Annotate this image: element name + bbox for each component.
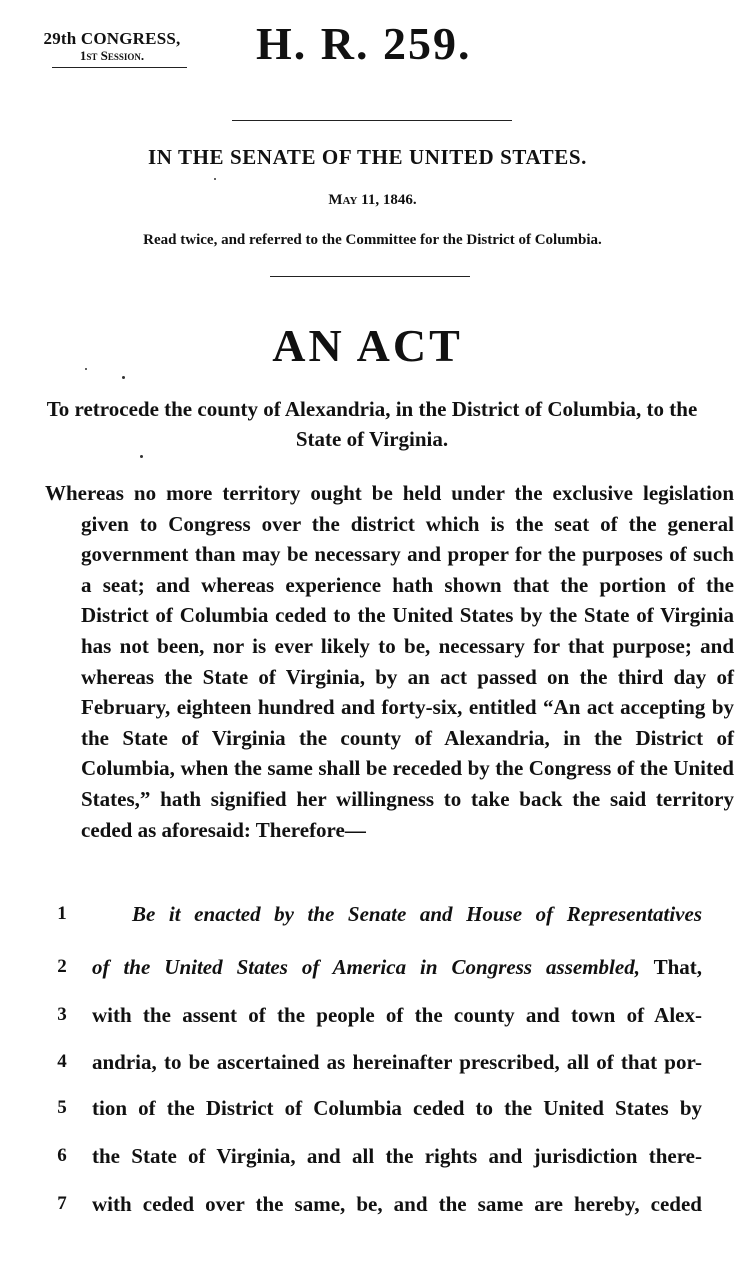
enacting-clause-continued: of the United States of America in Congress assembled,: [92, 955, 640, 979]
line-text: with the assent of the people of the county and town of Alex-: [92, 1003, 702, 1027]
line-number: 5: [57, 1097, 67, 1118]
session-box: [32, 30, 192, 68]
line-text: the State of Virginia, and all the rights and jurisdiction there-: [92, 1144, 702, 1168]
top-divider: [232, 120, 512, 121]
enacting-line: [52, 999, 702, 1031]
line-number: 7: [57, 1193, 67, 1214]
ink-speck: [85, 368, 87, 370]
enacting-line: [52, 898, 702, 930]
line-text: andria, to be ascertained as hereinafter prescribed, all of that por-: [92, 1050, 702, 1074]
preamble-paragraph: Whereas no more territory ought be held under the exclusive legislation given to Congress over the district which is the seat of the general government than may be necessary and proper for the purposes of such a seat; and whereas experience hath shown that the portion of the District of Columbia ceded to the United States by the State of Virginia has not been, nor is ever likely to be, necessary for that purpose; and whereas the State of Virginia, by an act passed on the third day of February, eighteen hundred and forty-six, entitled “An act accepting by the State of Virginia the county of Alexandria, in the District of Columbia, when the same shall be receded by the Congress of the United States,” hath signified her willingness to take back the said territory ceded as aforesaid: Therefore—: [45, 481, 734, 842]
line-text: with ceded over the same, be, and the same are hereby, ceded: [92, 1192, 702, 1216]
line-number: 4: [57, 1051, 67, 1072]
line-number: 1: [57, 903, 67, 924]
enacting-line: [52, 1188, 702, 1220]
referral-note: Read twice, and referred to the Committee for the District of Columbia.: [143, 232, 602, 248]
line-text: That,: [639, 955, 702, 979]
congress-label: 29th CONGRESS,: [43, 29, 181, 48]
enacting-line: [52, 1046, 702, 1078]
line-number: 6: [57, 1145, 67, 1166]
line-number: 3: [57, 1004, 67, 1025]
chamber-heading: IN THE SENATE OF THE UNITED STATES.: [148, 145, 587, 169]
session-label: 1st Session.: [79, 48, 145, 63]
act-purpose: To retrocede the county of Alexandria, in the District of Columbia, to the State of Virginia.: [46, 397, 698, 451]
ink-speck: [214, 178, 216, 180]
enacting-line: [52, 951, 702, 983]
enacting-clause: Be it enacted by the Senate and House of Representatives: [132, 902, 702, 926]
enacting-line: [52, 1140, 702, 1172]
date-line: May 11, 1846.: [328, 192, 417, 208]
line-number: 2: [57, 956, 67, 977]
enacting-line: [52, 1092, 702, 1124]
act-title: AN ACT: [272, 320, 463, 371]
ink-speck: [122, 376, 125, 379]
bill-number: H. R. 259.: [256, 18, 472, 69]
middle-divider: [270, 276, 470, 277]
session-underline: [52, 67, 187, 68]
line-text: tion of the District of Columbia ceded to the United States by: [92, 1096, 702, 1120]
ink-speck: [140, 455, 143, 458]
